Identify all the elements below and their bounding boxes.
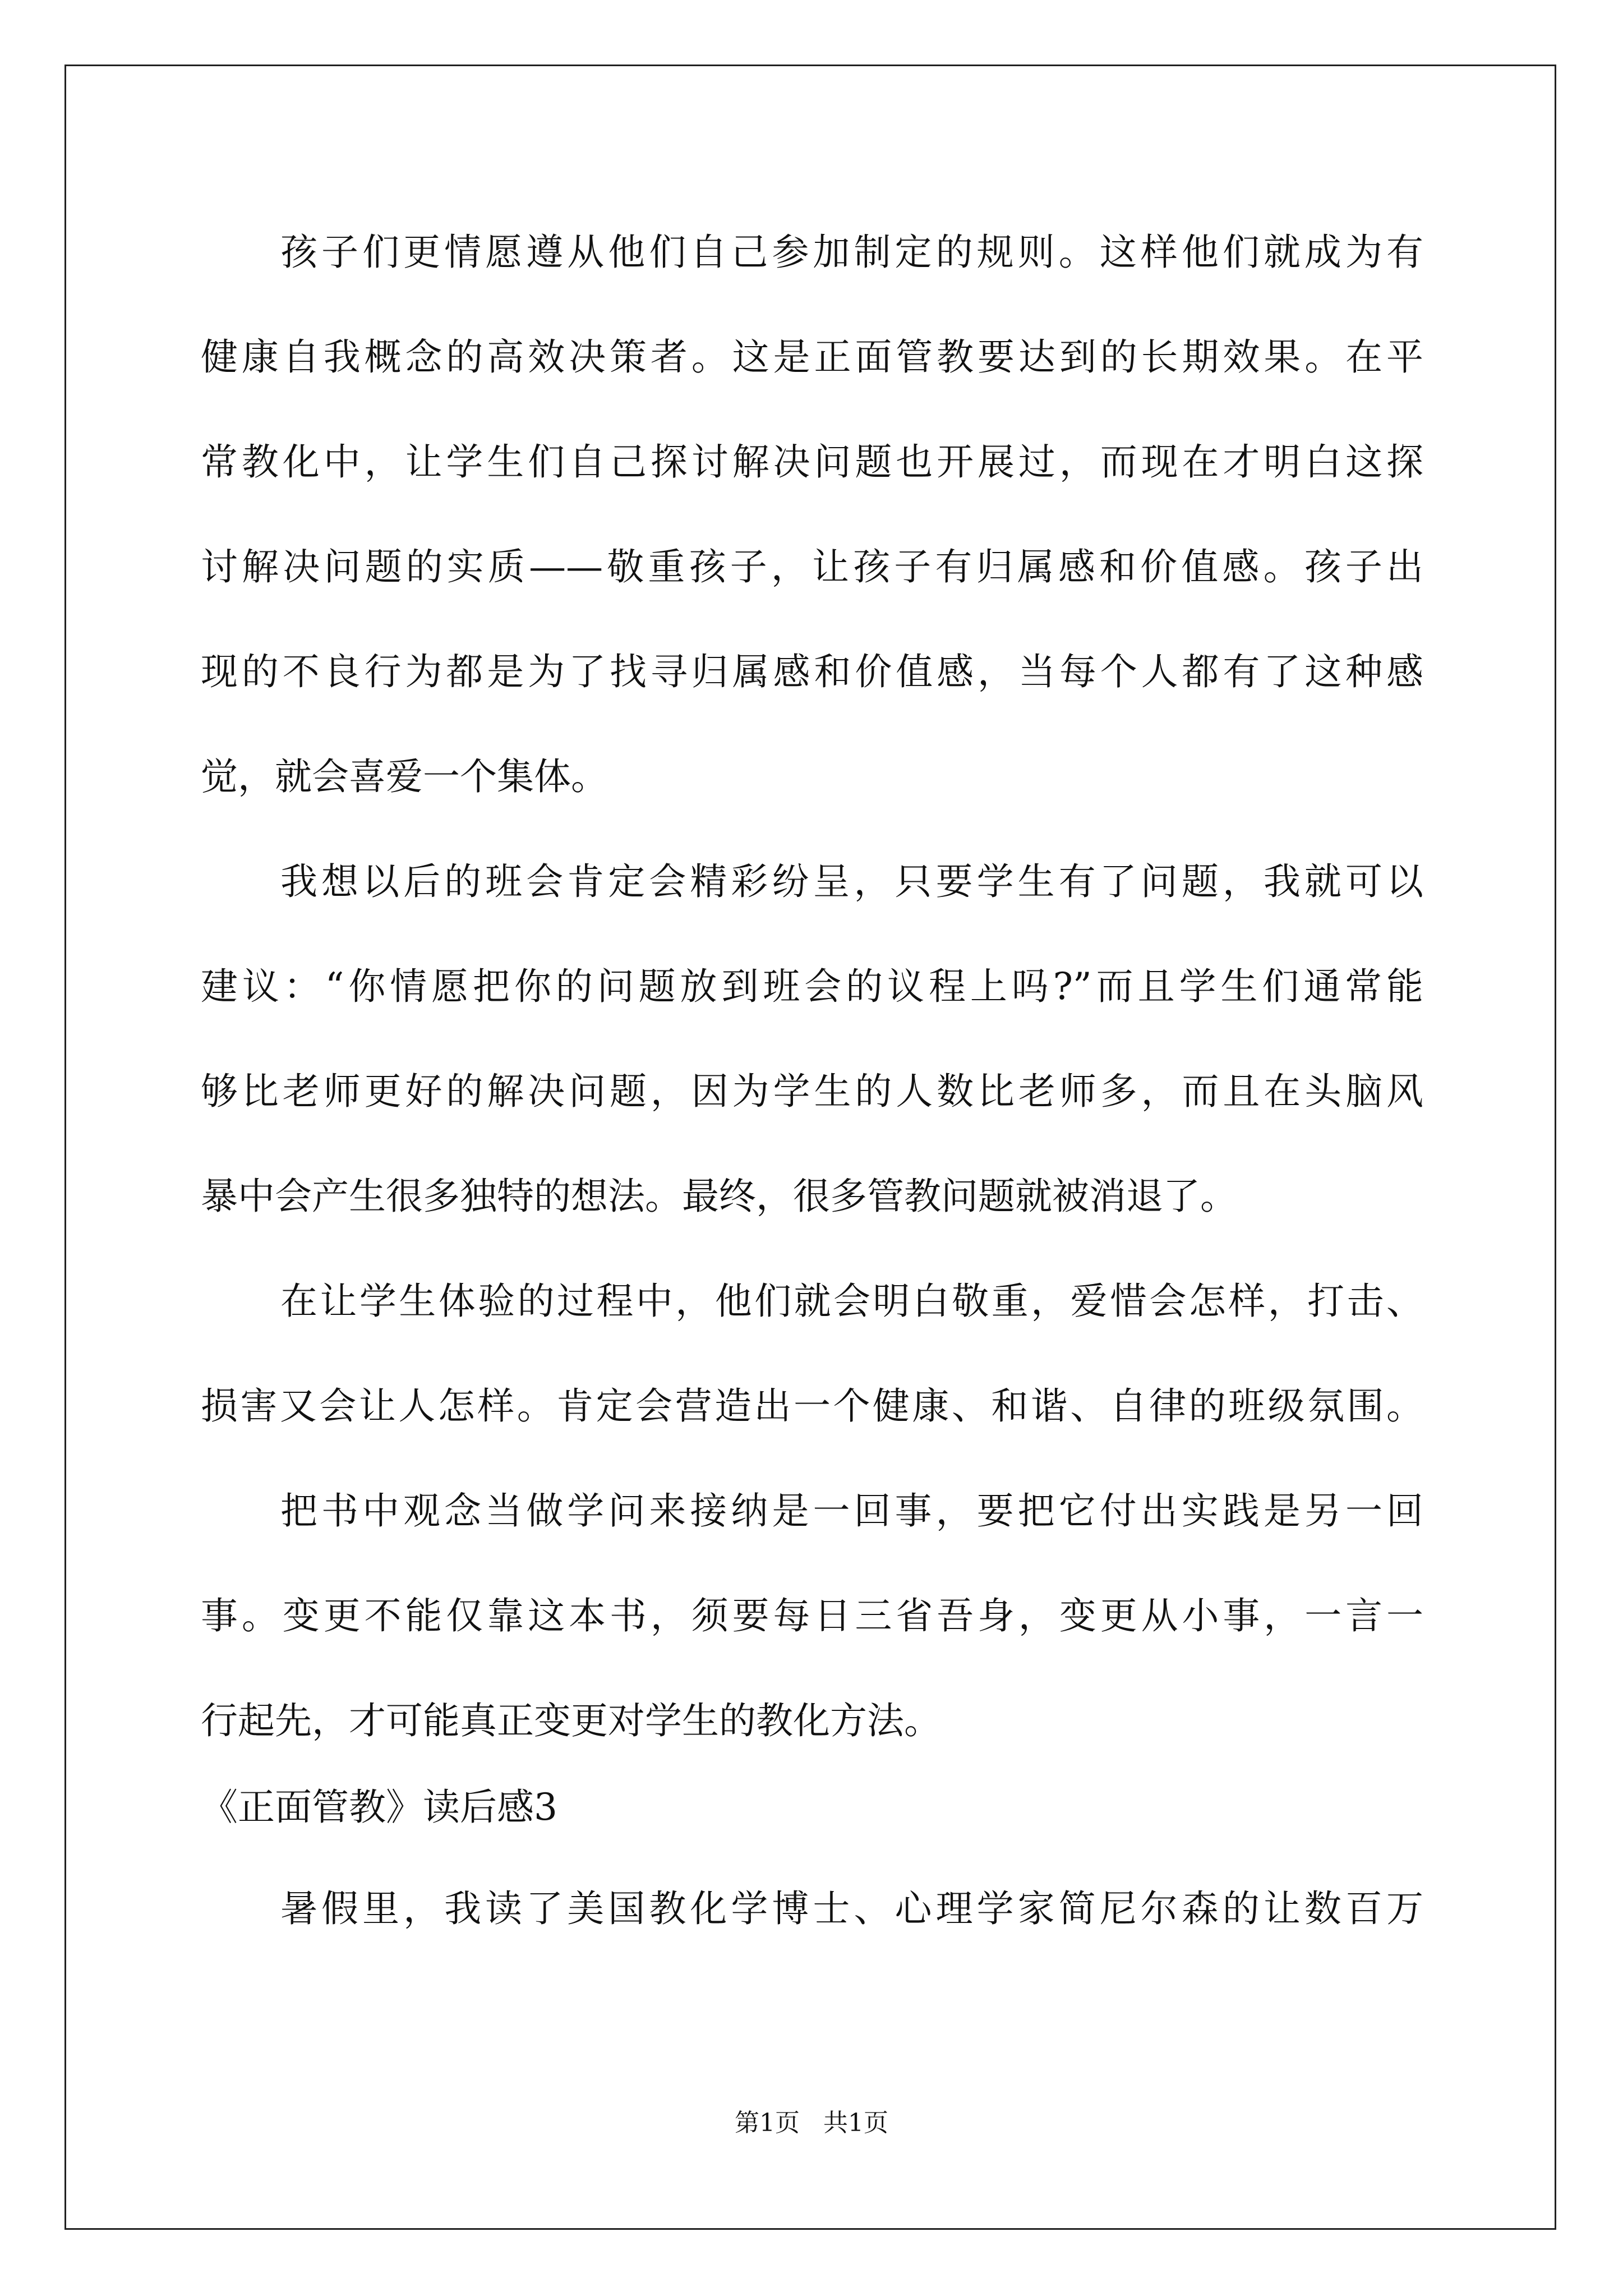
text-line: 暑假里，我读了美国教化学博士、心理学家简尼尔森的让数百万 [280, 1887, 1423, 1930]
text-line: 现的不良行为都是为了找寻归属感和价值感，当每个人都有了这种感 [201, 650, 1423, 693]
text-line: 讨解决问题的实质——敬重孩子，让孩子有归属感和价值感。孩子出 [201, 545, 1423, 588]
text-line: 孩子们更情愿遵从他们自己参加制定的规则。这样他们就成为有 [280, 231, 1423, 274]
text-line: 损害又会让人怎样。肯定会营造出一个健康、和谐、自律的班级氛围。 [201, 1384, 1423, 1428]
text-line: 把书中观念当做学问来接纳是一回事，要把它付出实践是另一回 [280, 1489, 1423, 1533]
text-line: 行起先，才可能真正变更对学生的教化方法。 [201, 1699, 941, 1742]
text-line: 常教化中，让学生们自己探讨解决问题也开展过，而现在才明白这探 [201, 440, 1423, 484]
text-line: 我想以后的班会肯定会精彩纷呈，只要学生有了问题，我就可以 [280, 860, 1423, 903]
text-line: 健康自我概念的高效决策者。这是正面管教要达到的长期效果。在平 [201, 335, 1423, 379]
text-line: 暴中会产生很多独特的想法。最终，很多管教问题就被消退了。 [201, 1175, 1237, 1218]
text-line: 事。变更不能仅靠这本书，须要每日三省吾身，变更从小事，一言一 [201, 1594, 1423, 1637]
text-line: 够比老师更好的解决问题，因为学生的人数比老师多，而且在头脑风 [201, 1070, 1423, 1113]
text-line: 建议：“你情愿把你的问题放到班会的议程上吗?”而且学生们通常能 [201, 965, 1423, 1008]
text-line: 在让学生体验的过程中，他们就会明白敬重，爱惜会怎样，打击、 [280, 1280, 1423, 1323]
page-footer: 第1页 共1页 [735, 2109, 888, 2137]
section-heading: 《正面管教》读后感3 [201, 1786, 557, 1829]
text-line: 觉，就会喜爱一个集体。 [201, 755, 608, 798]
